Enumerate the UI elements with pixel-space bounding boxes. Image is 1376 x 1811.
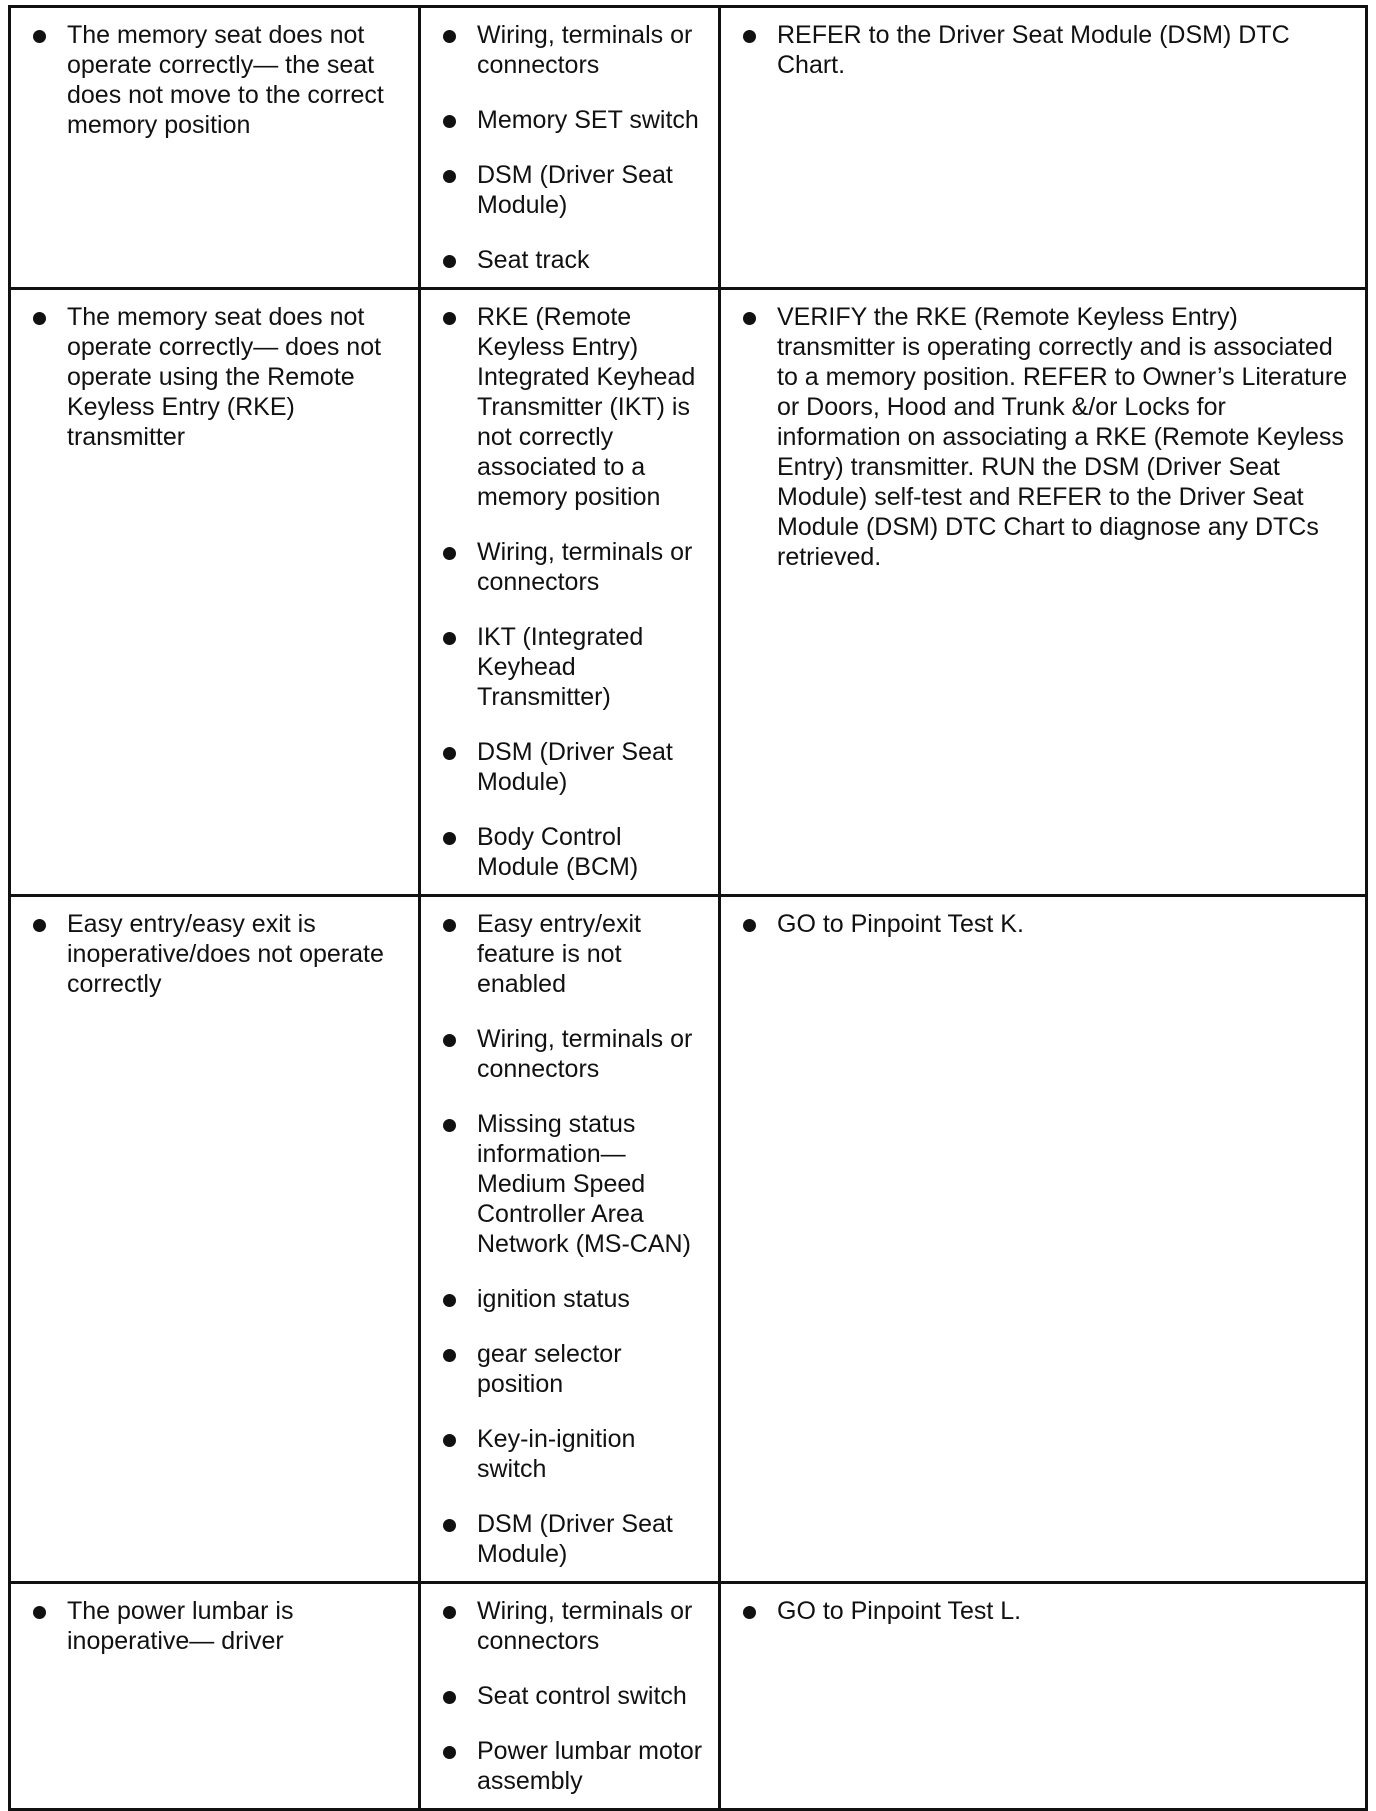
condition-cell — [10, 1583, 420, 1810]
condition-text: The power lumbar is inoperative— driver — [29, 1596, 404, 1656]
condition-cell — [10, 896, 420, 1583]
table-row — [10, 896, 1367, 1583]
action-text: VERIFY the RKE (Remote Keyless Entry) transmitter is operating correctly and is associated to a memory position. REFER to Owner’s Literature or Doors, Hood and Trunk &/or Locks for information on associating a RKE (Remote Keyless Entry) transmitter. RUN the DSM (Driver Seat Module) self-test and REFER to the Driver Seat Module (DSM) DTC Chart to diagnose any DTCs retrieved. — [739, 302, 1351, 572]
condition-text: The memory seat does not operate correctly— does not operate using the Remote Keyless Entry (RKE) transmitter — [29, 302, 404, 452]
source-item: Wiring, terminals or connectors — [439, 20, 704, 80]
possible-sources-cell — [420, 896, 720, 1583]
source-item: Power lumbar motor assembly — [439, 1736, 704, 1796]
possible-sources-cell — [420, 289, 720, 896]
action-cell — [720, 896, 1367, 1583]
source-item: IKT (Integrated Keyhead Transmitter) — [439, 622, 704, 712]
source-item: Missing status information— Medium Speed Controller Area Network (MS-CAN) — [439, 1109, 704, 1259]
action-cell — [720, 7, 1367, 289]
action-cell — [720, 1583, 1367, 1810]
source-item: gear selector position — [439, 1339, 704, 1399]
diagnosis-table — [8, 5, 1368, 1811]
source-item: Key-in-ignition switch — [439, 1424, 704, 1484]
possible-sources-cell — [420, 1583, 720, 1810]
action-text: REFER to the Driver Seat Module (DSM) DTC Chart. — [739, 20, 1351, 80]
source-item: Easy entry/exit feature is not enabled — [439, 909, 704, 999]
table-row — [10, 1583, 1367, 1810]
action-cell — [720, 289, 1367, 896]
action-text: GO to Pinpoint Test K. — [739, 909, 1351, 939]
source-item: RKE (Remote Keyless Entry) Integrated Keyhead Transmitter (IKT) is not correctly associated to a memory position — [439, 302, 704, 512]
source-item: Seat control switch — [439, 1681, 704, 1711]
condition-text: The memory seat does not operate correctly— the seat does not move to the correct memory position — [29, 20, 404, 140]
possible-sources-cell — [420, 7, 720, 289]
source-item: Memory SET switch — [439, 105, 704, 135]
condition-text: Easy entry/easy exit is inoperative/does not operate correctly — [29, 909, 404, 999]
source-item: Wiring, terminals or connectors — [439, 537, 704, 597]
condition-cell — [10, 289, 420, 896]
source-item: ignition status — [439, 1284, 704, 1314]
condition-cell — [10, 7, 420, 289]
source-item: DSM (Driver Seat Module) — [439, 1509, 704, 1569]
table-row — [10, 7, 1367, 289]
source-item: Seat track — [439, 245, 704, 275]
source-item: DSM (Driver Seat Module) — [439, 737, 704, 797]
table-row — [10, 289, 1367, 896]
source-item: DSM (Driver Seat Module) — [439, 160, 704, 220]
source-item: Wiring, terminals or connectors — [439, 1596, 704, 1656]
source-item: Wiring, terminals or connectors — [439, 1024, 704, 1084]
action-text: GO to Pinpoint Test L. — [739, 1596, 1351, 1626]
source-item: Body Control Module (BCM) — [439, 822, 704, 882]
